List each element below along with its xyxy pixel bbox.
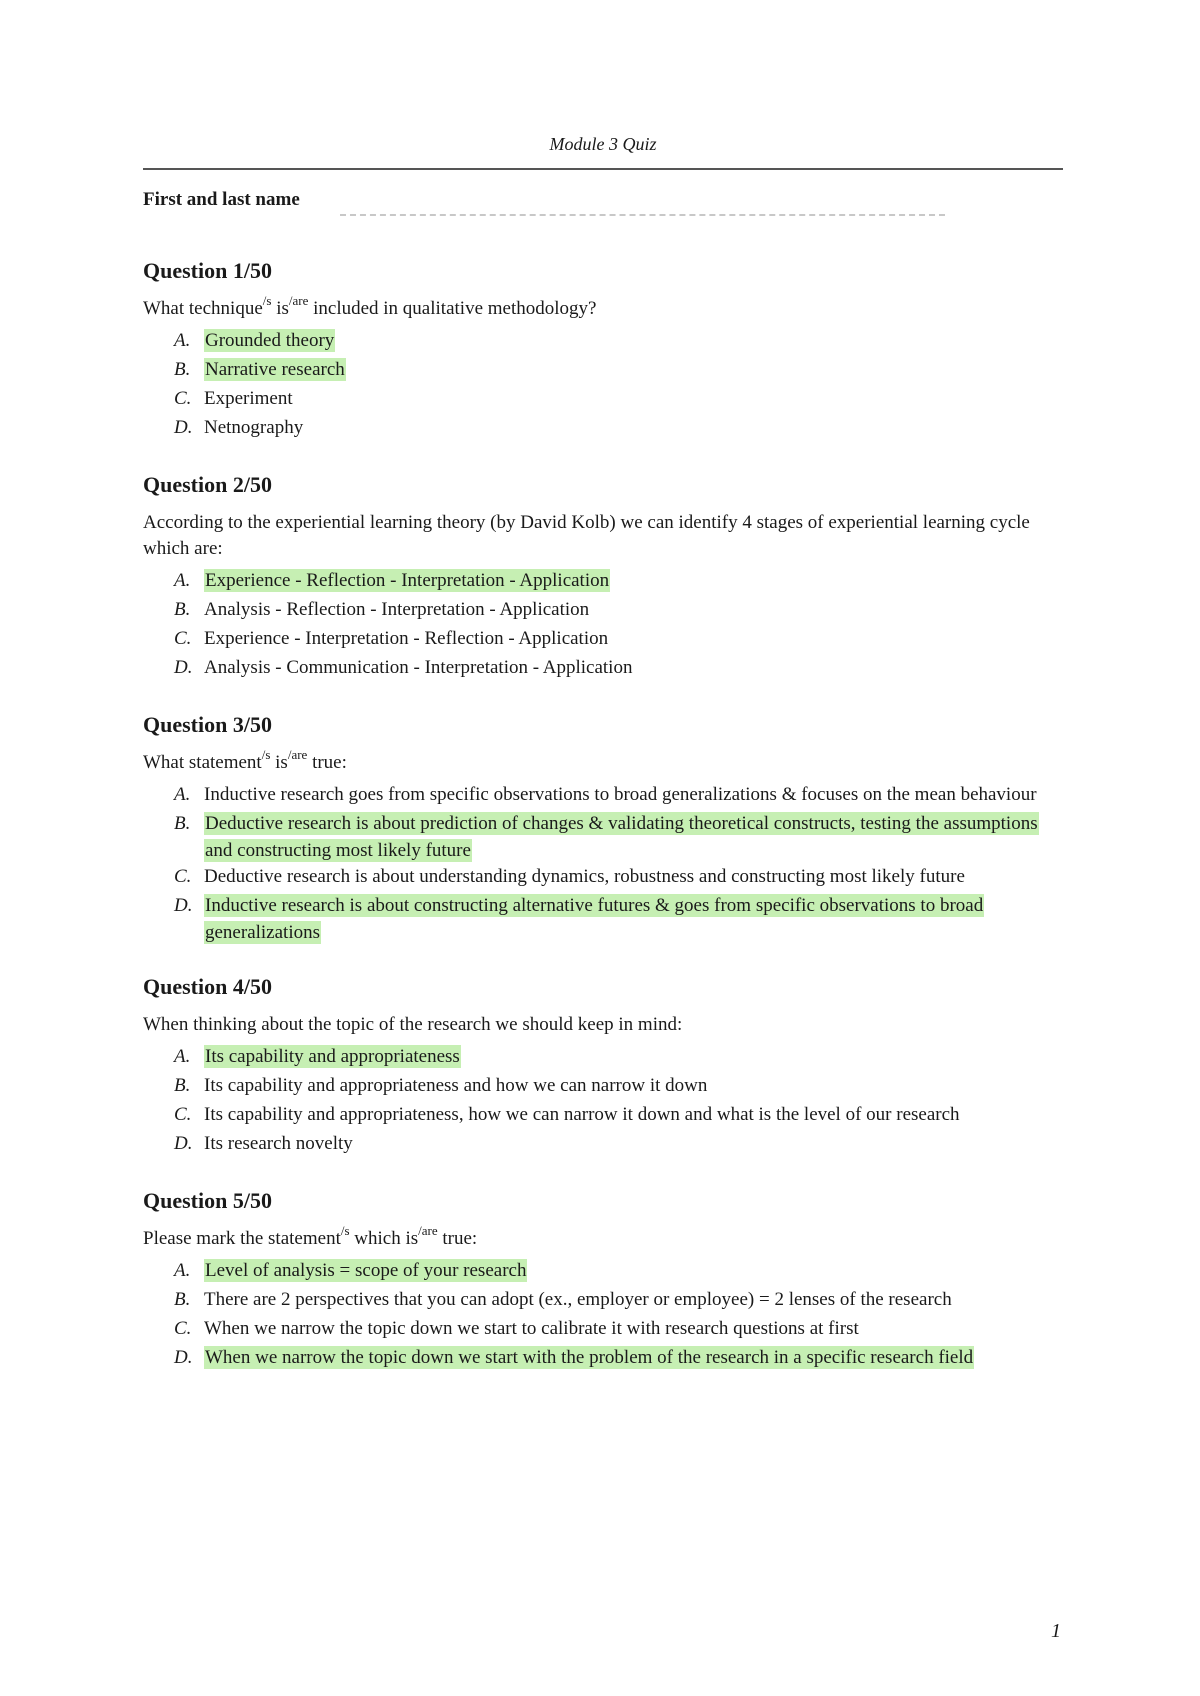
question-text: What technique$^{/s}$ $is^{/are}$ included in qualitative methodology? (143, 292, 597, 319)
option-text: Its capability and appropriateness and how we can narrow it down (204, 1075, 708, 1096)
answer-option-a[interactable] (143, 328, 1063, 357)
name-input-line[interactable] (340, 214, 945, 216)
option-letter: B. (174, 1289, 191, 1310)
option-text: Analysis - Reflection - Interpretation - Application (204, 599, 590, 620)
option-text: Inductive research goes from specific observations to broad generalizations & focuses on the mean behaviour (204, 784, 1037, 805)
answer-option-b[interactable] (143, 1073, 1063, 1102)
option-letter: A. (174, 784, 191, 805)
answer-option-c[interactable] (143, 864, 1063, 893)
answer-option-a[interactable] (143, 1258, 1063, 1287)
option-text: Its research novelty (204, 1133, 353, 1154)
question-5 (143, 1186, 1063, 1374)
option-letter: B. (174, 359, 191, 380)
answer-option-a[interactable] (143, 568, 1063, 597)
answer-options (143, 328, 1063, 444)
answer-option-c[interactable] (143, 1316, 1063, 1345)
answer-options (143, 1044, 1063, 1160)
answer-option-d[interactable] (143, 415, 1063, 444)
answer-option-c[interactable] (143, 626, 1063, 655)
question-title: Question 5/50 (143, 1188, 272, 1213)
question-title: Question 4/50 (143, 974, 272, 999)
option-letter: B. (174, 599, 191, 620)
option-letter: C. (174, 1318, 192, 1339)
question-2 (143, 470, 1063, 684)
answer-options (143, 782, 1063, 946)
option-text: Analysis - Communication - Interpretation - Application (204, 657, 633, 678)
option-letter: A. (174, 570, 191, 591)
question-1 (143, 256, 1063, 444)
answer-option-b[interactable] (143, 1287, 1063, 1316)
option-letter: D. (174, 1347, 193, 1368)
option-text-correct: Narrative research (205, 359, 345, 380)
question-3 (143, 710, 1063, 946)
question-title: Question 1/50 (143, 258, 272, 283)
option-letter: D. (174, 1133, 193, 1154)
option-text-correct: Inductive research is about constructing alternative futures & goes from specific observations to broad generalizations (205, 895, 984, 943)
option-text-correct: Its capability and appropriateness (205, 1046, 460, 1067)
page-header-title: Module 3 Quiz (549, 134, 657, 154)
answer-option-d[interactable] (143, 655, 1063, 684)
page-number: 1 (1051, 1620, 1061, 1642)
option-text-correct: Level of analysis = scope of your research (205, 1260, 527, 1281)
answer-option-a[interactable] (143, 782, 1063, 811)
option-text: Experiment (204, 388, 293, 409)
answer-option-d[interactable] (143, 1345, 1063, 1374)
question-text: According to the experiential learning theory (by David Kolb) we can identify 4 stages of experiential learning cycle which are: (143, 512, 1030, 559)
answer-option-b[interactable] (143, 811, 1063, 864)
answer-option-d[interactable] (143, 1131, 1063, 1160)
option-text-correct: Experience - Reflection - Interpretation - Application (205, 570, 610, 591)
question-text: Please mark the statement$^{/s}$ which $is^{/are}$ true: (143, 1222, 478, 1249)
option-text: Experience - Interpretation - Reflection - Application (204, 628, 609, 649)
answer-options (143, 568, 1063, 684)
question-4 (143, 972, 1063, 1160)
option-text: Netnography (204, 417, 304, 438)
quiz-questions (143, 256, 1063, 1374)
option-text: Deductive research is about understanding dynamics, robustness and constructing most likely future (204, 866, 965, 887)
answer-option-b[interactable] (143, 357, 1063, 386)
option-text: There are 2 perspectives that you can adopt (ex., employer or employee) = 2 lenses of the research (204, 1289, 952, 1310)
question-title: Question 2/50 (143, 472, 272, 497)
option-text-correct: When we narrow the topic down we start with the problem of the research in a specific research field (205, 1347, 974, 1368)
option-letter: A. (174, 1046, 191, 1067)
question-text: When thinking about the topic of the research we should keep in mind: (143, 1014, 683, 1035)
answer-option-c[interactable] (143, 1102, 1063, 1131)
answer-option-c[interactable] (143, 386, 1063, 415)
name-label: First and last name (143, 189, 300, 210)
question-title: Question 3/50 (143, 712, 272, 737)
option-text: Its capability and appropriateness, how we can narrow it down and what is the level of our research (204, 1104, 960, 1125)
answer-option-b[interactable] (143, 597, 1063, 626)
option-letter: D. (174, 895, 193, 916)
name-row (143, 189, 1063, 221)
option-letter: C. (174, 1104, 192, 1125)
option-letter: B. (174, 813, 191, 834)
option-letter: A. (174, 1260, 191, 1281)
option-letter: A. (174, 330, 191, 351)
option-letter: C. (174, 866, 192, 887)
answer-option-d[interactable] (143, 893, 1063, 946)
option-text-correct: Grounded theory (205, 330, 335, 351)
option-letter: C. (174, 628, 192, 649)
option-letter: B. (174, 1075, 191, 1096)
option-letter: C. (174, 388, 192, 409)
answer-options (143, 1258, 1063, 1374)
option-text: When we narrow the topic down we start to calibrate it with research questions at first (204, 1318, 859, 1339)
answer-option-a[interactable] (143, 1044, 1063, 1073)
option-letter: D. (174, 417, 193, 438)
header-divider (143, 168, 1063, 170)
question-text: What statement$^{/s}$ $is^{/are}$ true: (143, 746, 347, 773)
option-text-correct: Deductive research is about prediction of changes & validating theoretical constructs, testing the assumptions and constructing most likely future (205, 813, 1038, 861)
option-letter: D. (174, 657, 193, 678)
